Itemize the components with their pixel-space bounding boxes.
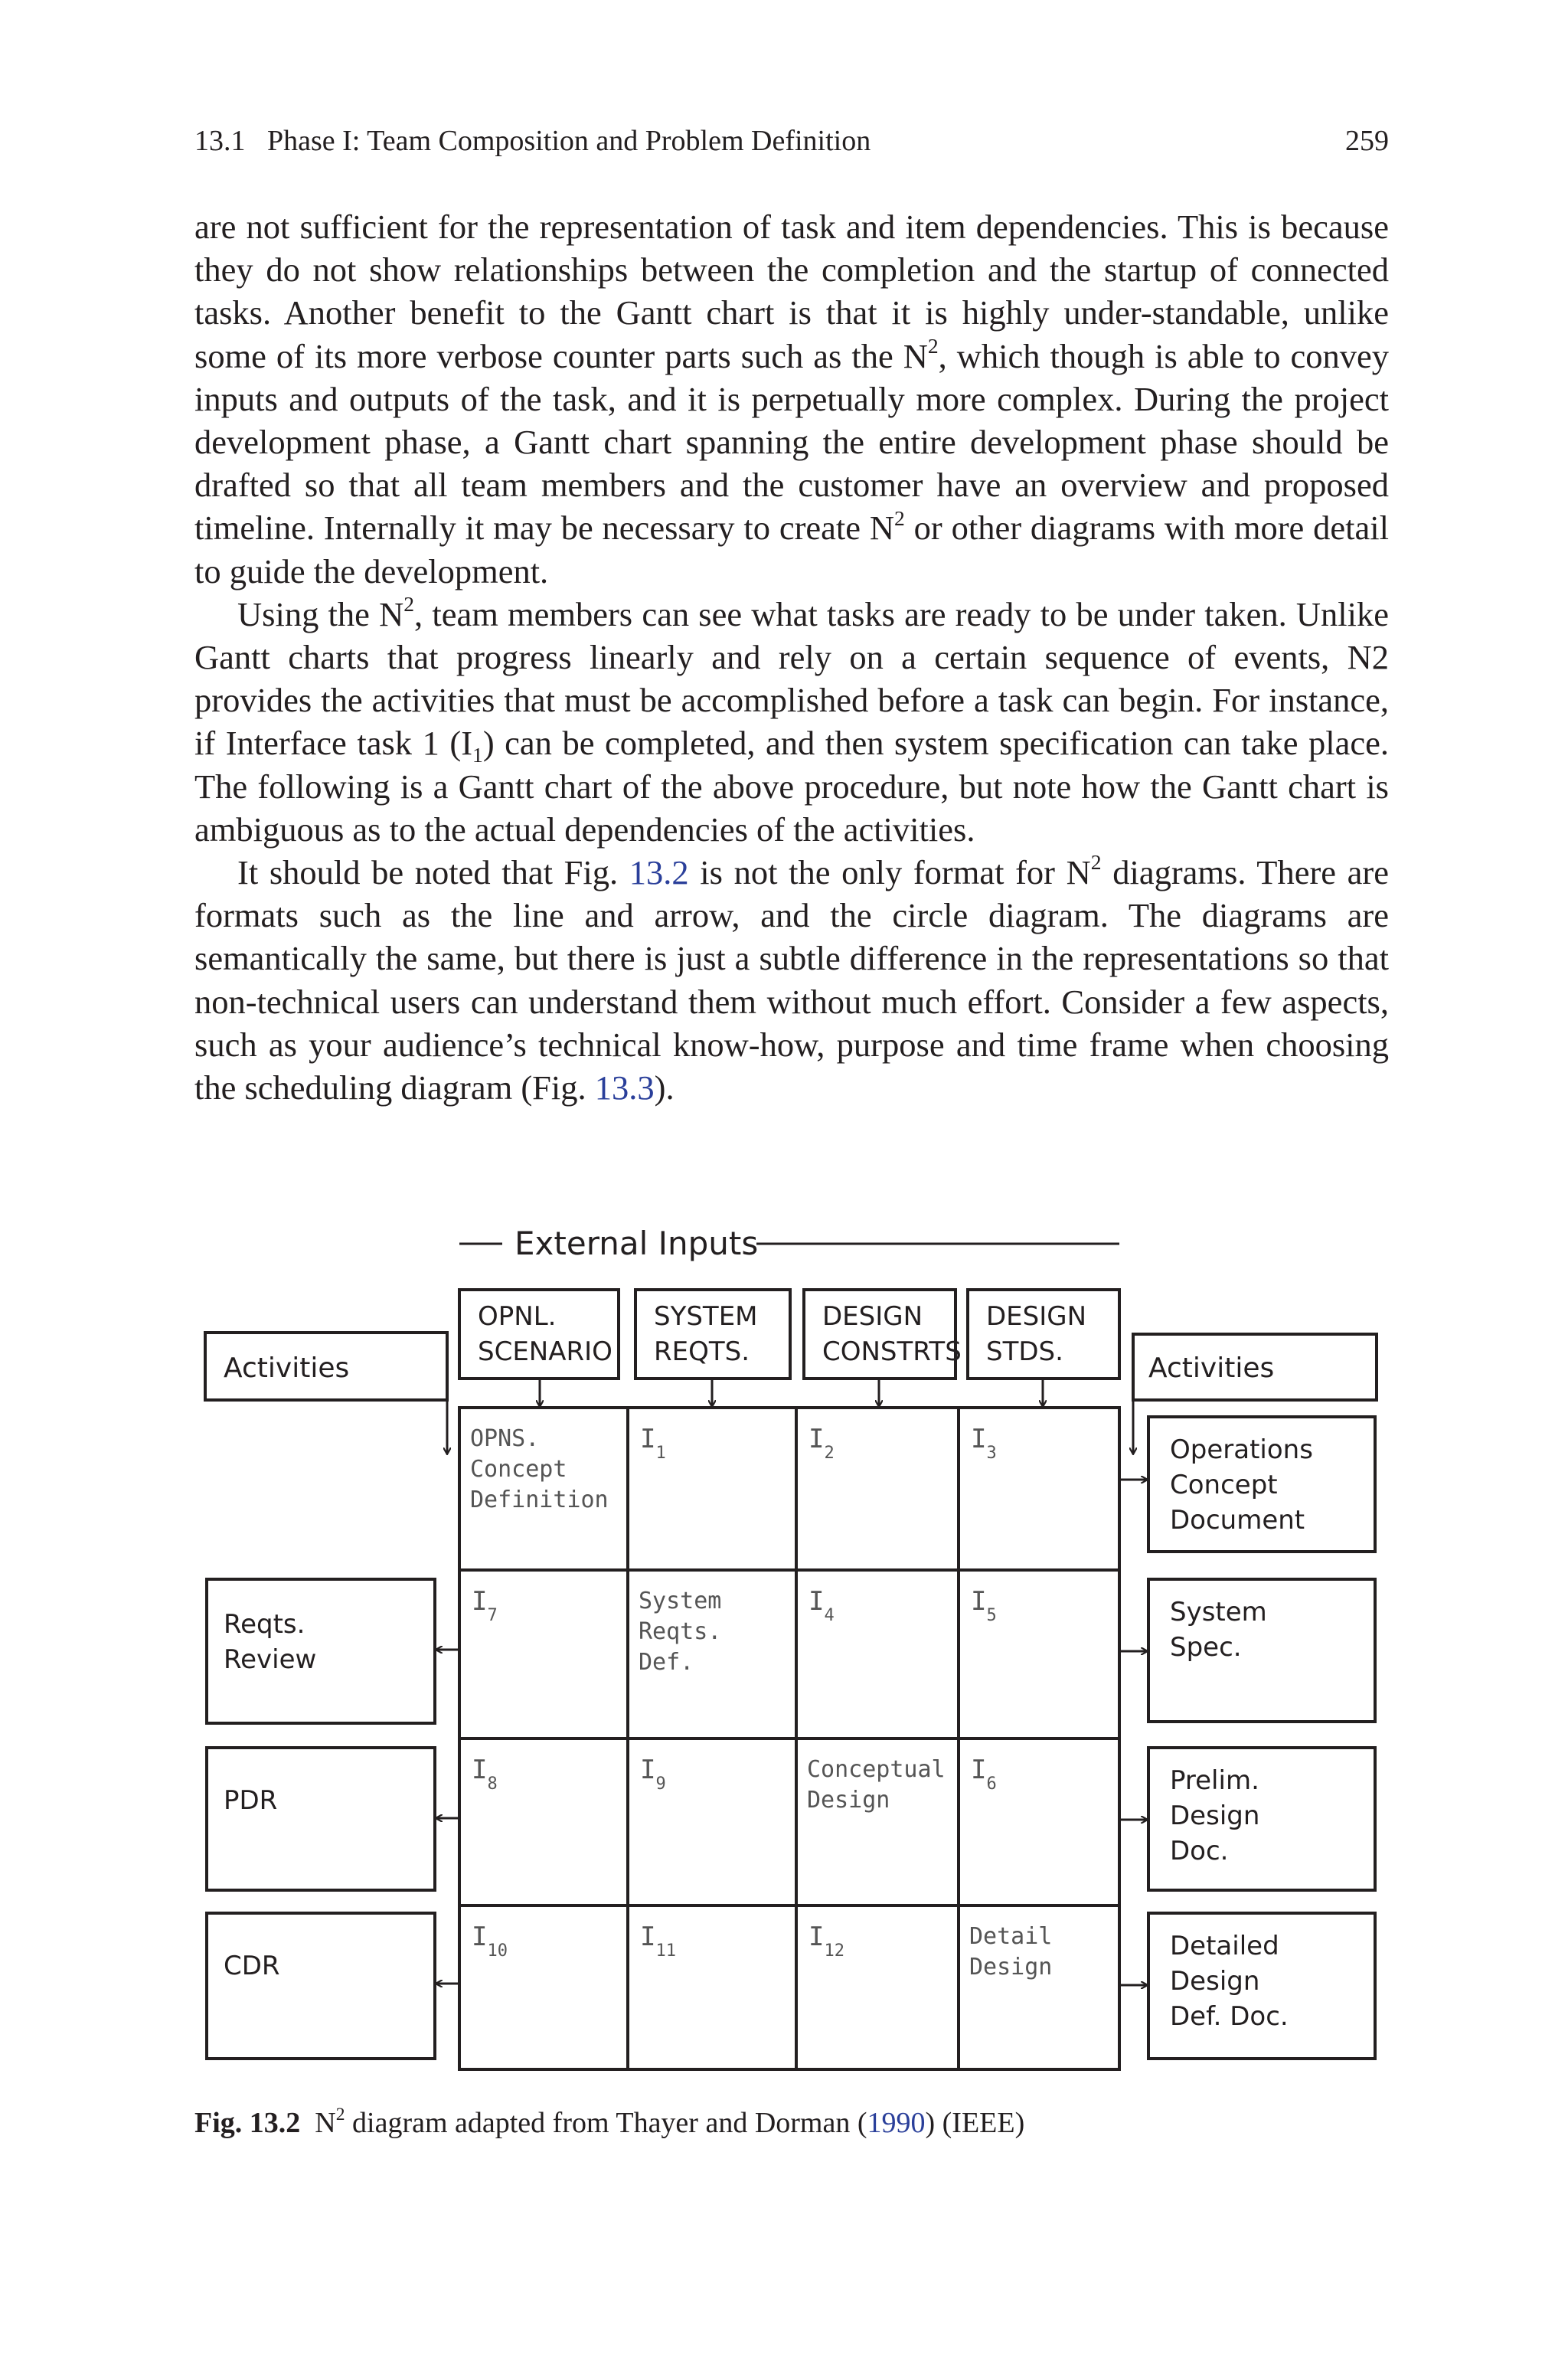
- review-box-label: PDR: [224, 1785, 278, 1816]
- external-inputs-label: External Inputs: [514, 1225, 759, 1262]
- page-number: 259: [1345, 125, 1389, 157]
- interface-label: $I_{12}$: [808, 1922, 844, 1961]
- right-activities-label: Activities: [1148, 1353, 1275, 1384]
- interface-label: $I_8$: [472, 1755, 498, 1794]
- paragraph-3: It should be noted that Fig. 13.2 is not the only format for $N^2$ diagrams. There are formats such as the line and arrow, and the circle diagram. The diagrams are semantically the same, but there is just a subtle difference in the representations so that non-technical users can understand them without much effort. Consider a few aspects, such as your audience’s technical know-how, purpose and time frame when choosing the scheduling diagram (Fig. 13.3).: [194, 850, 1389, 1107]
- input-box-label: OPNL. SCENARIO: [478, 1301, 612, 1367]
- review-box: [207, 1748, 435, 1890]
- input-box-label: SYSTEM REQTS.: [654, 1301, 758, 1367]
- paragraph-1: are not sufficient for the representation of task and item dependencies. This is because they do not show relationships between the completion and the startup of connected tasks. Another benefit to the Gantt chart is that it is highly under-standable, unlike some of its more verbose counter parts such as the $N^2$, which though is able to convey inputs and outputs of the task, and it is perpetually more complex. During the project development phase, a Gantt chart spanning the entire development phase should be drafted so that all team members and the customer have an overview and proposed timeline. Internally it may be necessary to create $N^2$ or other diagrams with more detail to guide the development.: [194, 208, 1390, 590]
- review-box: [207, 1913, 435, 2059]
- input-box-label: DESIGN CONSTRTS: [822, 1301, 962, 1367]
- interface-label: $I_4$: [808, 1586, 835, 1625]
- activity-cell-label: System Reqts. Def.: [639, 1588, 722, 1676]
- activity-cell-label: OPNS. Concept Definition: [470, 1425, 609, 1513]
- left-activities-label: Activities: [224, 1353, 350, 1384]
- interface-label: $I_9$: [640, 1755, 666, 1794]
- figure-link-13-3[interactable]: 13.3: [594, 1068, 655, 1107]
- interface-label: $I_{11}$: [640, 1922, 676, 1961]
- caption-label: Fig. 13.2: [194, 2107, 301, 2139]
- interface-label: $I_6$: [971, 1755, 997, 1794]
- activity-cell-label: Conceptual Design: [807, 1756, 946, 1814]
- figure-caption: Fig. 13.2 $N^2$ diagram adapted from Thayer and Dorman (1990) (IEEE): [194, 2105, 1025, 2139]
- activity-cell-label: Detail Design: [969, 1923, 1053, 1981]
- interface-label: $I_3$: [971, 1424, 997, 1463]
- output-box-label: Operations Concept Document: [1170, 1434, 1313, 1536]
- citation-link[interactable]: 1990: [867, 2107, 926, 2139]
- output-box-label: Detailed Design Def. Doc.: [1170, 1931, 1289, 2032]
- review-box-label: CDR: [224, 1951, 280, 1981]
- review-box-label: Reqts. Review: [224, 1609, 317, 1675]
- output-box-label: Prelim. Design Doc.: [1170, 1765, 1260, 1866]
- paragraph-2: Using the $N^2$, team members can see what tasks are ready to be under taken. Unlike Gantt charts that progress linearly and rely on a certain sequence of events, N2 provides the activities that must be accomplished before a task can begin. For instance, if Interface task 1 $(I_1)$ can be completed, and then system specification can take place. The following is a Gantt chart of the above procedure, but note how the Gantt chart is ambiguous as to the actual dependencies of the activities.: [194, 592, 1389, 849]
- interface-label: $I_5$: [971, 1586, 997, 1625]
- figure-link-13-2[interactable]: 13.2: [629, 853, 689, 892]
- interface-label: $I_7$: [472, 1586, 498, 1625]
- input-box-label: DESIGN STDS.: [986, 1301, 1087, 1367]
- interface-label: $I_2$: [808, 1424, 835, 1463]
- interface-label: $I_1$: [640, 1424, 666, 1463]
- output-box-label: System Spec.: [1170, 1597, 1267, 1663]
- section-title: 13.1 Phase I: Team Composition and Problem Definition: [194, 125, 871, 157]
- interface-label: $I_{10}$: [472, 1922, 508, 1961]
